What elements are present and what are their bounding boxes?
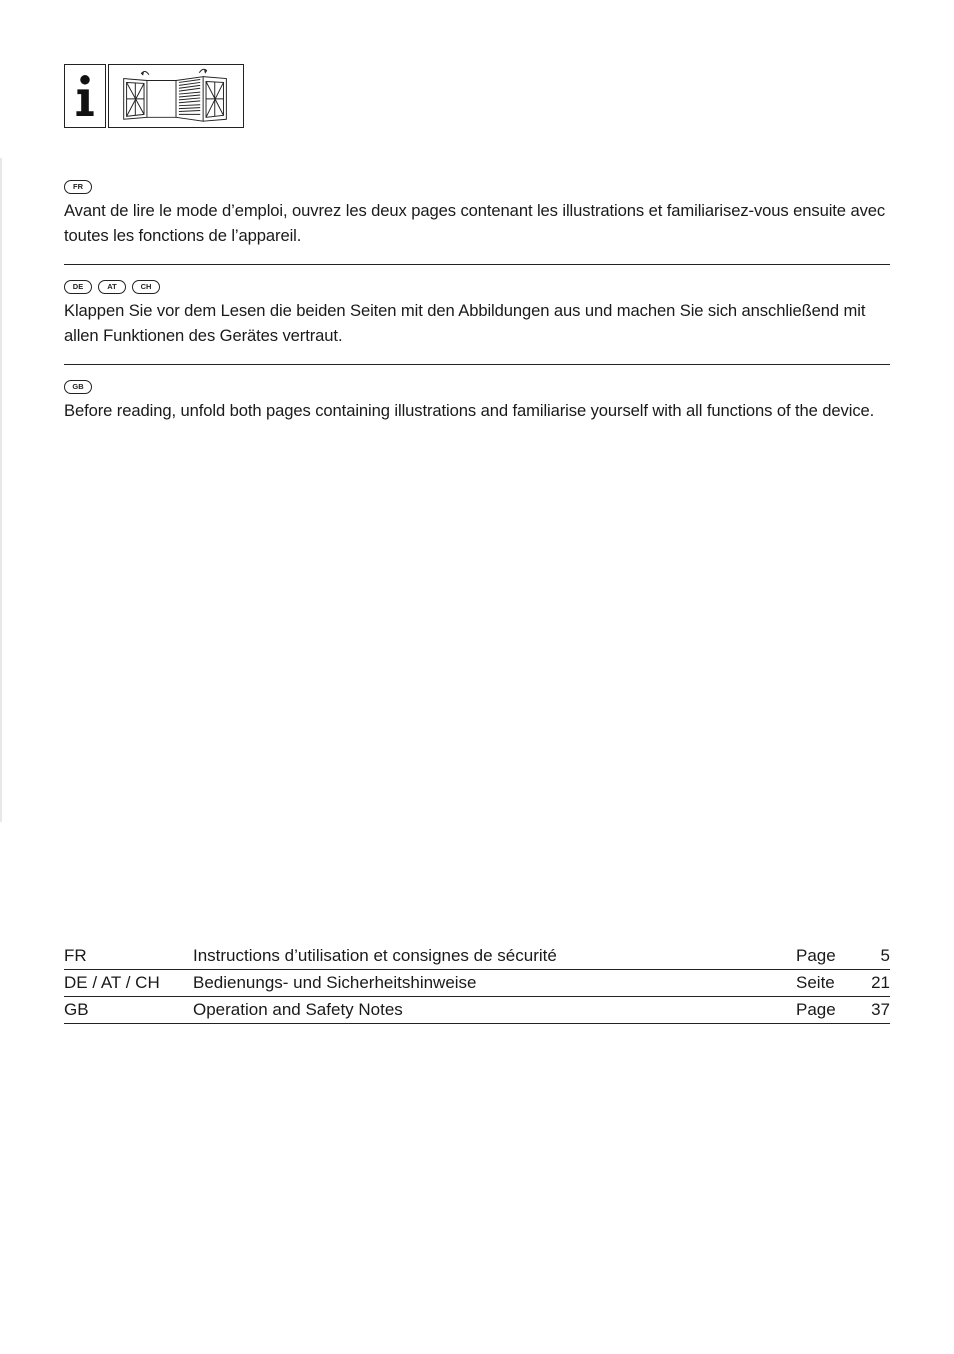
toc-language: GB: [64, 997, 193, 1024]
notice-text: Before reading, unfold both pages containing illustrations and familiarise yourself with all functions of the device.: [64, 401, 875, 420]
toc-language: DE / AT / CH: [64, 970, 193, 997]
toc-language: FR: [64, 943, 193, 970]
toc-row[interactable]: [64, 943, 890, 970]
toc-page-word: Seite: [796, 970, 856, 997]
toc-row[interactable]: [64, 997, 890, 1024]
language-badge: FR: [64, 180, 92, 194]
notice-text: Avant de lire le mode d’emploi, ouvrez les deux pages contenant les illustrations et familiarisez-vous ensuite avec toutes les fonctions de l’appareil.: [64, 201, 886, 245]
toc-title: Operation and Safety Notes: [193, 997, 796, 1024]
language-badges: [64, 380, 890, 394]
toc-page-number: 5: [856, 943, 890, 970]
notice-section-fr: [64, 180, 890, 248]
toc-row[interactable]: [64, 970, 890, 997]
divider: [64, 264, 890, 265]
page-edge-mark: [0, 158, 2, 822]
language-badge: AT: [98, 280, 126, 294]
toc-page-word: Page: [796, 943, 856, 970]
notice-section-de: [64, 280, 890, 348]
language-badges: [64, 180, 890, 194]
language-badges: [64, 280, 890, 294]
toc-page-number: 37: [856, 997, 890, 1024]
toc-page-number: 21: [856, 970, 890, 997]
table-of-contents: [64, 943, 890, 1024]
notice-text: Klappen Sie vor dem Lesen die beiden Seiten mit den Abbildungen aus und machen Sie sich anschließend mit allen Funktionen des Gerätes vertraut.: [64, 301, 866, 345]
divider: [64, 364, 890, 365]
language-badge: CH: [132, 280, 160, 294]
notice-section-gb: [64, 380, 890, 423]
language-badge: GB: [64, 380, 92, 394]
toc-page-word: Page: [796, 997, 856, 1024]
language-badge: DE: [64, 280, 92, 294]
toc-title: Bedienungs- und Sicherheitshinweise: [193, 970, 796, 997]
unfold-pages-illustration-icon: [108, 64, 244, 128]
info-icon: [64, 64, 106, 128]
toc-title: Instructions d’utilisation et consignes de sécurité: [193, 943, 796, 970]
